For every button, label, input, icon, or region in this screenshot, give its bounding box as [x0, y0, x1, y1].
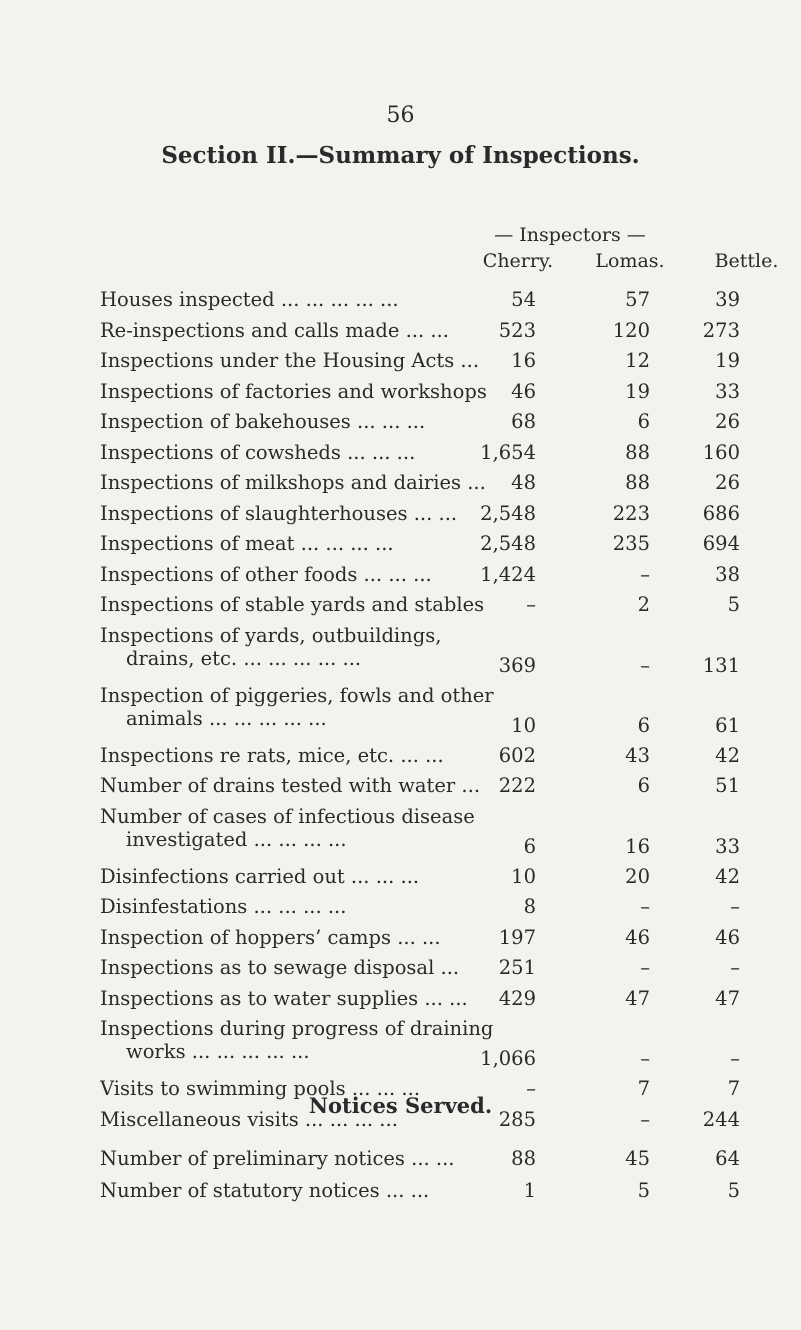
value-lomas: 7	[637, 1077, 650, 1100]
table-row	[0, 1179, 801, 1211]
value-bettle: 51	[715, 774, 740, 797]
value-cherry: 197	[498, 925, 536, 949]
inspectors-header: — Inspectors —	[494, 224, 646, 246]
row-label-line: Number of preliminary notices ... ...	[100, 1147, 455, 1170]
value-lomas: 120	[612, 318, 650, 342]
value-bettle: –	[730, 956, 740, 979]
value-bettle: 39	[715, 288, 740, 311]
value-bettle: 33	[715, 834, 740, 858]
table-row	[0, 926, 801, 957]
table-row	[0, 532, 801, 563]
table-row	[0, 563, 801, 594]
table-row	[0, 288, 801, 319]
value-cherry: 54	[511, 288, 536, 311]
value-lomas: 5	[637, 1179, 650, 1202]
value-bettle: 38	[715, 562, 740, 586]
row-label-continuation: drains, etc. ... ... ... ... ...	[126, 646, 362, 670]
value-cherry: 10	[511, 864, 536, 888]
row-label	[100, 865, 510, 888]
value-cherry: 8	[523, 895, 536, 918]
value-bettle: 61	[715, 713, 740, 737]
value-lomas: 57	[625, 288, 650, 311]
value-bettle: 686	[702, 501, 740, 525]
value-lomas: 46	[625, 925, 650, 949]
value-cherry: 46	[511, 379, 536, 403]
row-label-continuation: animals ... ... ... ... ...	[126, 706, 327, 730]
value-lomas: –	[640, 895, 650, 918]
row-label	[100, 532, 510, 555]
row-label	[100, 1017, 510, 1063]
row-label	[100, 502, 510, 525]
value-lomas: 43	[625, 743, 650, 767]
value-cherry: 2,548	[480, 501, 536, 525]
table-row	[0, 895, 801, 926]
row-label-line: Number of cases of infectious disease	[100, 804, 475, 828]
value-bettle: 26	[715, 410, 740, 433]
value-lomas: 6	[637, 410, 650, 433]
value-cherry: 222	[498, 774, 536, 797]
row-label-line: Number of drains tested with water ...	[100, 774, 481, 797]
value-bettle: 244	[702, 1107, 740, 1131]
row-label	[100, 1179, 510, 1202]
row-label-line: Inspections of meat ... ... ... ...	[100, 532, 394, 555]
row-label-line: Inspections of other foods ... ... ...	[100, 562, 432, 586]
value-bettle: 42	[715, 864, 740, 888]
table-row	[0, 744, 801, 775]
row-label	[100, 1147, 510, 1170]
row-label-continuation: investigated ... ... ... ...	[126, 827, 347, 851]
row-label-line: Inspections under the Housing Acts ...	[100, 349, 480, 372]
value-lomas: 223	[612, 501, 650, 525]
table-row	[0, 441, 801, 472]
value-bettle: 273	[702, 318, 740, 342]
value-lomas: 88	[625, 440, 650, 464]
value-bettle: 64	[715, 1147, 740, 1170]
table-row	[0, 774, 801, 805]
row-label-line: Miscellaneous visits ... ... ... ...	[100, 1107, 398, 1131]
row-label	[100, 926, 510, 949]
table-row	[0, 349, 801, 380]
value-cherry: 429	[498, 986, 536, 1010]
table-row	[0, 1017, 801, 1077]
value-lomas: 235	[612, 532, 650, 555]
notices-title: Notices Served.	[308, 1093, 493, 1118]
value-cherry: 48	[511, 471, 536, 494]
row-label	[100, 288, 510, 311]
row-label-line: Visits to swimming pools ... ... ...	[100, 1077, 421, 1100]
row-label	[100, 956, 510, 979]
value-cherry: 68	[511, 410, 536, 433]
value-cherry: 251	[498, 956, 536, 979]
value-cherry: –	[526, 593, 536, 616]
row-label	[100, 895, 510, 918]
row-label-line: Inspection of piggeries, fowls and other	[100, 683, 494, 707]
row-label-line: Inspections as to water supplies ... ...	[100, 986, 468, 1010]
value-bettle: 131	[702, 653, 740, 677]
row-label-line: Inspections of cowsheds ... ... ...	[100, 440, 416, 464]
value-lomas: 88	[625, 471, 650, 494]
value-lomas: 16	[625, 834, 650, 858]
value-cherry: –	[526, 1077, 536, 1100]
table-row	[0, 1147, 801, 1179]
value-lomas: –	[640, 562, 650, 586]
value-lomas: –	[640, 1107, 650, 1131]
value-lomas: 47	[625, 986, 650, 1010]
table-row	[0, 865, 801, 896]
value-bettle: 26	[715, 471, 740, 494]
value-cherry: 1	[523, 1179, 536, 1202]
table-row	[0, 502, 801, 533]
row-label	[100, 319, 510, 342]
row-label	[100, 624, 510, 670]
table-row	[0, 956, 801, 987]
value-lomas: –	[640, 1047, 650, 1070]
row-label-line: Disinfections carried out ... ... ...	[100, 864, 420, 888]
value-bettle: 33	[715, 379, 740, 403]
row-label-line: Inspections of milkshops and dairies ...	[100, 471, 486, 494]
column-header-cherry: Cherry.	[482, 250, 554, 272]
row-label	[100, 471, 510, 494]
value-lomas: –	[640, 653, 650, 677]
value-bettle: 42	[715, 743, 740, 767]
table-row	[0, 624, 801, 684]
row-label-continuation: works ... ... ... ... ...	[126, 1040, 310, 1063]
row-label	[100, 593, 510, 616]
row-label-line: Inspections as to sewage disposal ...	[100, 956, 460, 979]
row-label	[100, 563, 510, 586]
row-label	[100, 744, 510, 767]
table-row	[0, 380, 801, 411]
value-cherry: 1,424	[480, 562, 536, 586]
section-title: Section II.—Summary of Inspections.	[161, 142, 640, 169]
value-lomas: –	[640, 956, 650, 979]
row-label-line: Inspection of hoppers’ camps ... ...	[100, 925, 441, 949]
value-bettle: –	[730, 1047, 740, 1070]
row-label-line: Inspections of slaughterhouses ... ...	[100, 501, 458, 525]
value-lomas: 45	[625, 1147, 650, 1170]
row-label	[100, 774, 510, 797]
value-bettle: 7	[727, 1077, 740, 1100]
row-label	[100, 349, 510, 372]
value-cherry: 6	[523, 834, 536, 858]
value-bettle: 47	[715, 986, 740, 1010]
row-label	[100, 380, 510, 403]
value-bettle: 694	[702, 532, 740, 555]
table-row	[0, 805, 801, 865]
value-lomas: 6	[637, 774, 650, 797]
table-row	[0, 684, 801, 744]
value-bettle: 160	[702, 440, 740, 464]
page-number: 56	[386, 103, 415, 128]
row-label-line: Inspections of stable yards and stables	[100, 593, 485, 616]
row-label-line: Inspections of factories and workshops	[100, 379, 487, 403]
value-cherry: 523	[498, 318, 536, 342]
value-bettle: 46	[715, 925, 740, 949]
row-label-line: Inspections during progress of draining	[100, 1017, 494, 1040]
row-label-line: Inspections of yards, outbuildings,	[100, 623, 442, 647]
table-row	[0, 987, 801, 1018]
value-bettle: 5	[727, 593, 740, 616]
table-row	[0, 410, 801, 441]
row-label	[100, 805, 510, 851]
value-lomas: 12	[625, 349, 650, 372]
row-label-line: Re-inspections and calls made ... ...	[100, 318, 449, 342]
row-label-line: Disinfestations ... ... ... ...	[100, 895, 347, 918]
value-cherry: 369	[498, 653, 536, 677]
value-cherry: 1,654	[480, 440, 536, 464]
value-cherry: 16	[511, 349, 536, 372]
value-cherry: 285	[498, 1107, 536, 1131]
value-cherry: 10	[511, 713, 536, 737]
row-label	[100, 987, 510, 1010]
row-label-line: Number of statutory notices ... ...	[100, 1179, 430, 1202]
value-lomas: 6	[637, 713, 650, 737]
row-label	[100, 441, 510, 464]
row-label	[100, 410, 510, 433]
table-row	[0, 593, 801, 624]
value-bettle: 5	[727, 1179, 740, 1202]
value-lomas: 19	[625, 379, 650, 403]
value-cherry: 602	[498, 743, 536, 767]
value-bettle: 19	[715, 349, 740, 372]
table-row	[0, 471, 801, 502]
value-cherry: 88	[511, 1147, 536, 1170]
value-lomas: 2	[637, 593, 650, 616]
value-lomas: 20	[625, 864, 650, 888]
table-row	[0, 319, 801, 350]
row-label	[100, 684, 510, 730]
row-label-line: Inspection of bakehouses ... ... ...	[100, 410, 426, 433]
value-cherry: 1,066	[480, 1047, 536, 1070]
column-header-lomas: Lomas.	[595, 250, 665, 272]
value-bettle: –	[730, 895, 740, 918]
column-header-bettle: Bettle.	[714, 250, 779, 272]
value-cherry: 2,548	[480, 532, 536, 555]
row-label-line: Houses inspected ... ... ... ... ...	[100, 288, 399, 311]
row-label-line: Inspections re rats, mice, etc. ... ...	[100, 743, 444, 767]
